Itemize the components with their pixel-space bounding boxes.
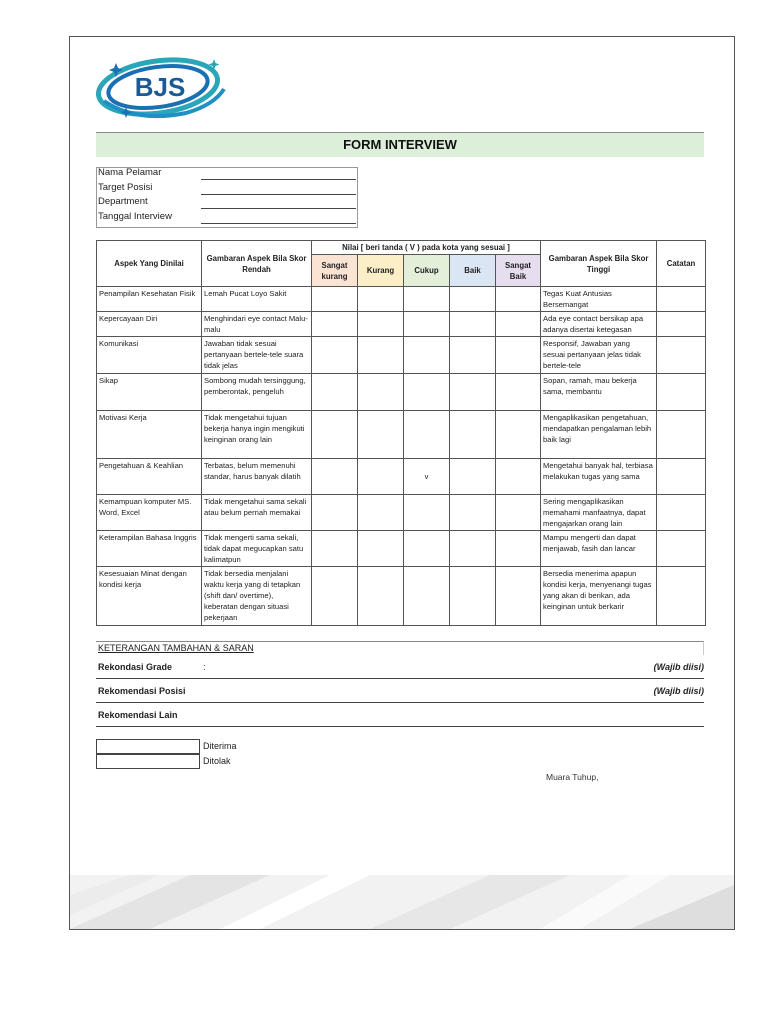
score-cell[interactable] — [358, 312, 404, 337]
score-cell[interactable] — [358, 374, 404, 411]
catatan-cell[interactable] — [657, 567, 706, 626]
score-cell[interactable] — [404, 374, 450, 411]
score-header-sangat-kurang: Sangat kurang — [312, 255, 358, 287]
score-cell[interactable] — [496, 531, 541, 567]
aspek-cell: Kesesuaian Minat dengan kondisi kerja — [97, 567, 202, 626]
skor-rendah-cell: Menghindari eye contact Malu-malu — [202, 312, 312, 337]
form-title: FORM INTERVIEW — [343, 137, 457, 152]
score-cell[interactable] — [358, 531, 404, 567]
table-row — [97, 374, 706, 411]
score-cell[interactable] — [450, 495, 496, 531]
catatan-cell[interactable] — [657, 337, 706, 374]
table-row — [97, 411, 706, 459]
score-cell[interactable] — [450, 411, 496, 459]
score-cell[interactable] — [450, 287, 496, 312]
skor-tinggi-cell: Mengaplikasikan pengetahuan, mendapatkan pengalaman lebih baik lagi — [541, 411, 657, 459]
score-cell[interactable] — [358, 337, 404, 374]
skor-rendah-cell: Terbatas, belum memenuhi standar, harus banyak dilatih — [202, 459, 312, 495]
score-cell[interactable] — [450, 312, 496, 337]
table-row — [97, 531, 706, 567]
posisi-line[interactable] — [96, 679, 704, 703]
score-cell[interactable] — [358, 567, 404, 626]
score-cell[interactable] — [450, 567, 496, 626]
score-header-kurang: Kurang — [358, 255, 404, 287]
table-row — [97, 312, 706, 337]
skor-rendah-cell: Sombong mudah tersinggung, pemberontak, pengeluh — [202, 374, 312, 411]
catatan-cell[interactable] — [657, 287, 706, 312]
skor-tinggi-cell: Ada eye contact bersikap apa adanya disertai ketegasan — [541, 312, 657, 337]
table-row — [97, 287, 706, 312]
score-cell[interactable] — [496, 337, 541, 374]
score-cell[interactable] — [312, 459, 358, 495]
header-nilai: Nilai [ beri tanda ( V ) pada kota yang sesuai ] — [312, 241, 541, 255]
aspek-cell: Kemampuan komputer MS. Word, Excel — [97, 495, 202, 531]
score-cell[interactable] — [358, 287, 404, 312]
skor-tinggi-cell: Bersedia menerima apapun kondisi kerja, menyenangi tugas yang akan di berikan, ada keinginan untuk berkarir — [541, 567, 657, 626]
form-title-bar — [96, 132, 704, 157]
posisi-required-note: (Wajib diisi) — [653, 686, 704, 696]
score-cell-checked[interactable]: v — [404, 459, 450, 495]
posisi-label: Rekomendasi Posisi — [98, 686, 186, 696]
catatan-cell[interactable] — [657, 411, 706, 459]
aspek-cell: Sikap — [97, 374, 202, 411]
score-cell[interactable] — [404, 411, 450, 459]
field-label-posisi: Target Posisi — [98, 181, 153, 193]
score-cell[interactable] — [496, 287, 541, 312]
score-cell[interactable] — [312, 374, 358, 411]
grade-required-note: (Wajib diisi) — [653, 662, 704, 672]
score-cell[interactable] — [450, 531, 496, 567]
score-cell[interactable] — [358, 411, 404, 459]
skor-tinggi-cell: Responsif, Jawaban yang sesuai pertanyaan jelas tidak bertele-tele — [541, 337, 657, 374]
score-cell[interactable] — [312, 337, 358, 374]
score-cell[interactable] — [496, 312, 541, 337]
score-header-cukup: Cukup — [404, 255, 450, 287]
keterangan-section — [96, 641, 704, 727]
field-label-tanggal: Tanggal Interview — [98, 210, 172, 222]
assessment-table — [96, 240, 706, 626]
score-cell[interactable] — [404, 312, 450, 337]
grade-colon: : — [203, 662, 206, 672]
skor-rendah-cell: Lemah Pucat Loyo Sakit — [202, 287, 312, 312]
table-row — [97, 337, 706, 374]
score-cell[interactable] — [404, 567, 450, 626]
score-cell[interactable] — [450, 374, 496, 411]
catatan-cell[interactable] — [657, 459, 706, 495]
table-row — [97, 459, 706, 495]
score-cell[interactable] — [358, 459, 404, 495]
ditolak-label: Ditolak — [203, 756, 231, 766]
aspek-cell: Kepercayaan Diri — [97, 312, 202, 337]
aspek-cell: Keterampilan Bahasa Inggris — [97, 531, 202, 567]
skor-rendah-cell: Tidak mengerti sama sekali, tidak dapat megucapkan satu kalimatpun — [202, 531, 312, 567]
skor-rendah-cell: Tidak bersedia menjalani waktu kerja yang di tetapkan (shift dan/ overtime), keberatan dengan situasi pekerjaan — [202, 567, 312, 626]
score-cell[interactable] — [404, 287, 450, 312]
department-field[interactable] — [201, 195, 356, 209]
score-cell[interactable] — [496, 495, 541, 531]
score-cell[interactable] — [404, 337, 450, 374]
interview-form-page — [69, 36, 735, 930]
target-posisi-field[interactable] — [201, 181, 356, 195]
place-date-label: Muara Tuhup, — [546, 772, 599, 782]
header-skor-rendah: Gambaran Aspek Bila Skor Rendah — [202, 241, 312, 287]
score-cell[interactable] — [312, 411, 358, 459]
tanggal-interview-field[interactable] — [201, 210, 356, 224]
diterima-checkbox[interactable] — [96, 739, 200, 754]
keterangan-title: KETERANGAN TAMBAHAN & SARAN — [98, 643, 254, 653]
score-cell[interactable] — [450, 337, 496, 374]
catatan-cell[interactable] — [657, 374, 706, 411]
skor-tinggi-cell: Mampu mengerti dan dapat menjawab, fasih dan lancar — [541, 531, 657, 567]
score-cell[interactable] — [404, 531, 450, 567]
skor-rendah-cell: Tidak mengetahui tujuan bekerja hanya ingin mengikuti keinginan orang lain — [202, 411, 312, 459]
table-row — [97, 567, 706, 626]
logo-text: BJS — [134, 72, 186, 102]
footer-decoration — [70, 875, 734, 929]
skor-tinggi-cell: Sopan, ramah, mau bekerja sama, membantu — [541, 374, 657, 411]
skor-tinggi-cell: Sering mengaplikasikan memahami manfaatnya, dapat mengajarkan orang lain — [541, 495, 657, 531]
score-cell[interactable] — [450, 459, 496, 495]
field-label-nama: Nama Pelamar — [98, 167, 162, 178]
skor-rendah-cell: Tidak mengetahui sama sekali atau belum pernah memakai — [202, 495, 312, 531]
nama-pelamar-field[interactable] — [201, 166, 356, 180]
header-skor-tinggi: Gambaran Aspek Bila Skor Tinggi — [541, 241, 657, 287]
skor-tinggi-cell: Mengetahui banyak hal, terbiasa melakukan tugas yang sama — [541, 459, 657, 495]
catatan-cell[interactable] — [657, 495, 706, 531]
score-cell[interactable] — [312, 312, 358, 337]
lain-label: Rekomendasi Lain — [98, 710, 178, 720]
header-catatan: Catatan — [657, 241, 706, 287]
score-cell[interactable] — [496, 567, 541, 626]
ditolak-checkbox[interactable] — [96, 754, 200, 769]
table-row — [97, 495, 706, 531]
field-label-department: Department — [98, 196, 148, 207]
bjs-logo — [96, 49, 228, 125]
score-header-baik: Baik — [450, 255, 496, 287]
catatan-cell[interactable] — [657, 531, 706, 567]
aspek-cell: Komunikasi — [97, 337, 202, 374]
aspek-cell: Pengetahuan & Keahlian — [97, 459, 202, 495]
diterima-label: Diterima — [203, 741, 237, 751]
grade-label: Rekondasi Grade — [98, 662, 173, 672]
score-cell[interactable] — [312, 567, 358, 626]
score-cell[interactable] — [312, 287, 358, 312]
score-cell[interactable] — [312, 495, 358, 531]
score-cell[interactable] — [358, 495, 404, 531]
lain-line[interactable] — [96, 703, 704, 727]
score-cell[interactable] — [404, 495, 450, 531]
aspek-cell: Penampilan Kesehatan Fisik — [97, 287, 202, 312]
score-cell[interactable] — [312, 531, 358, 567]
score-header-sangat-baik: Sangat Baik — [496, 255, 541, 287]
catatan-cell[interactable] — [657, 312, 706, 337]
skor-rendah-cell: Jawaban tidak sesuai pertanyaan bertele-tele suara tidak jelas — [202, 337, 312, 374]
aspek-cell: Motivasi Kerja — [97, 411, 202, 459]
grade-line[interactable] — [96, 655, 704, 679]
skor-tinggi-cell: Tegas Kuat Antusias Bersemangat — [541, 287, 657, 312]
header-aspek: Aspek Yang Dinilai — [97, 241, 202, 287]
score-cell[interactable] — [496, 374, 541, 411]
score-cell[interactable] — [496, 411, 541, 459]
score-cell[interactable] — [496, 459, 541, 495]
applicant-info — [96, 166, 356, 224]
